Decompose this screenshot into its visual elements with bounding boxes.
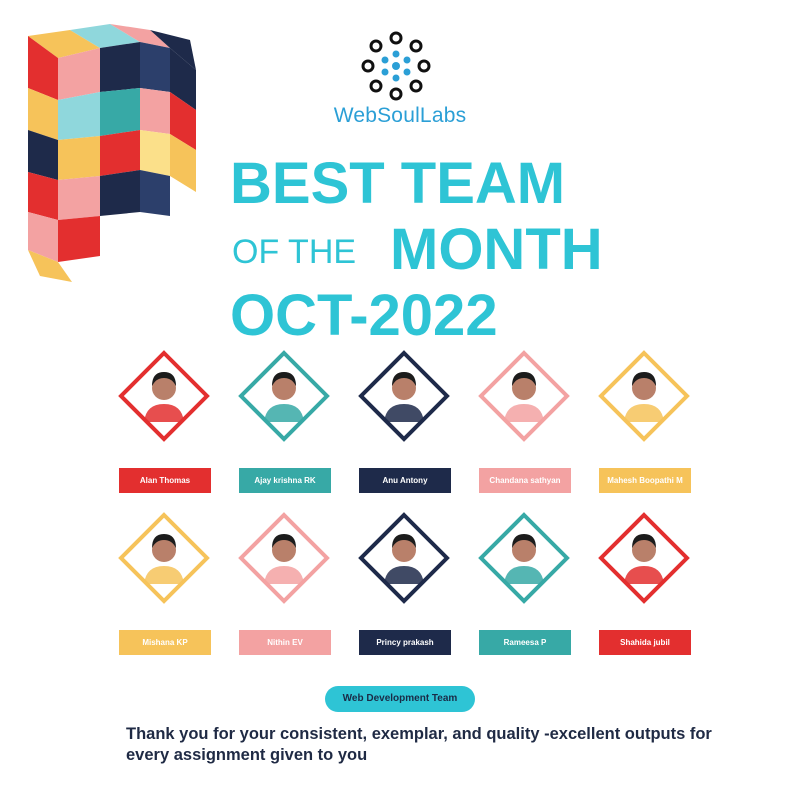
member-name-tag: Shahida jubil — [599, 630, 691, 655]
headline-date: OCT-2022 — [230, 283, 498, 348]
member-photo — [492, 526, 556, 590]
member-photo — [372, 526, 436, 590]
member-card — [584, 350, 704, 500]
member-card — [464, 350, 584, 500]
brand-name: WebSoulLabs — [333, 104, 467, 127]
member-name-tag: Anu Antony — [359, 468, 451, 493]
team-badge: Web Development Team — [325, 686, 475, 712]
member-photo — [132, 364, 196, 428]
member-card — [344, 512, 464, 662]
member-photo — [372, 364, 436, 428]
member-photo — [612, 526, 676, 590]
member-photo — [492, 364, 556, 428]
member-photo — [252, 526, 316, 590]
headline-month: MONTH — [390, 217, 603, 282]
mosaic-p-logo — [0, 0, 210, 290]
member-photo — [612, 364, 676, 428]
headline-best-team: BEST TEAM — [230, 151, 566, 216]
member-name-tag: Chandana sathyan — [479, 468, 571, 493]
member-name-tag: Mishana KP — [119, 630, 211, 655]
member-name-tag: Princy prakash — [359, 630, 451, 655]
member-card — [104, 512, 224, 662]
member-card — [104, 350, 224, 500]
member-name-tag: Nithin EV — [239, 630, 331, 655]
member-photo — [252, 364, 316, 428]
member-name-tag: Ajay krishna RK — [239, 468, 331, 493]
member-card — [464, 512, 584, 662]
member-name-tag: Mahesh Boopathi M — [599, 468, 691, 493]
member-name-tag: Rameesa P — [479, 630, 571, 655]
member-card — [584, 512, 704, 662]
member-card — [344, 350, 464, 500]
member-card — [224, 350, 344, 500]
member-card — [224, 512, 344, 662]
thank-you-message: Thank you for your consistent, exemplar, and quality -excellent outputs for every assignment given to you — [126, 725, 712, 764]
dotted-circle-logo-icon — [360, 30, 432, 102]
member-photo — [132, 526, 196, 590]
headline-of-the: OF THE — [232, 233, 357, 271]
member-name-tag: Alan Thomas — [119, 468, 211, 493]
